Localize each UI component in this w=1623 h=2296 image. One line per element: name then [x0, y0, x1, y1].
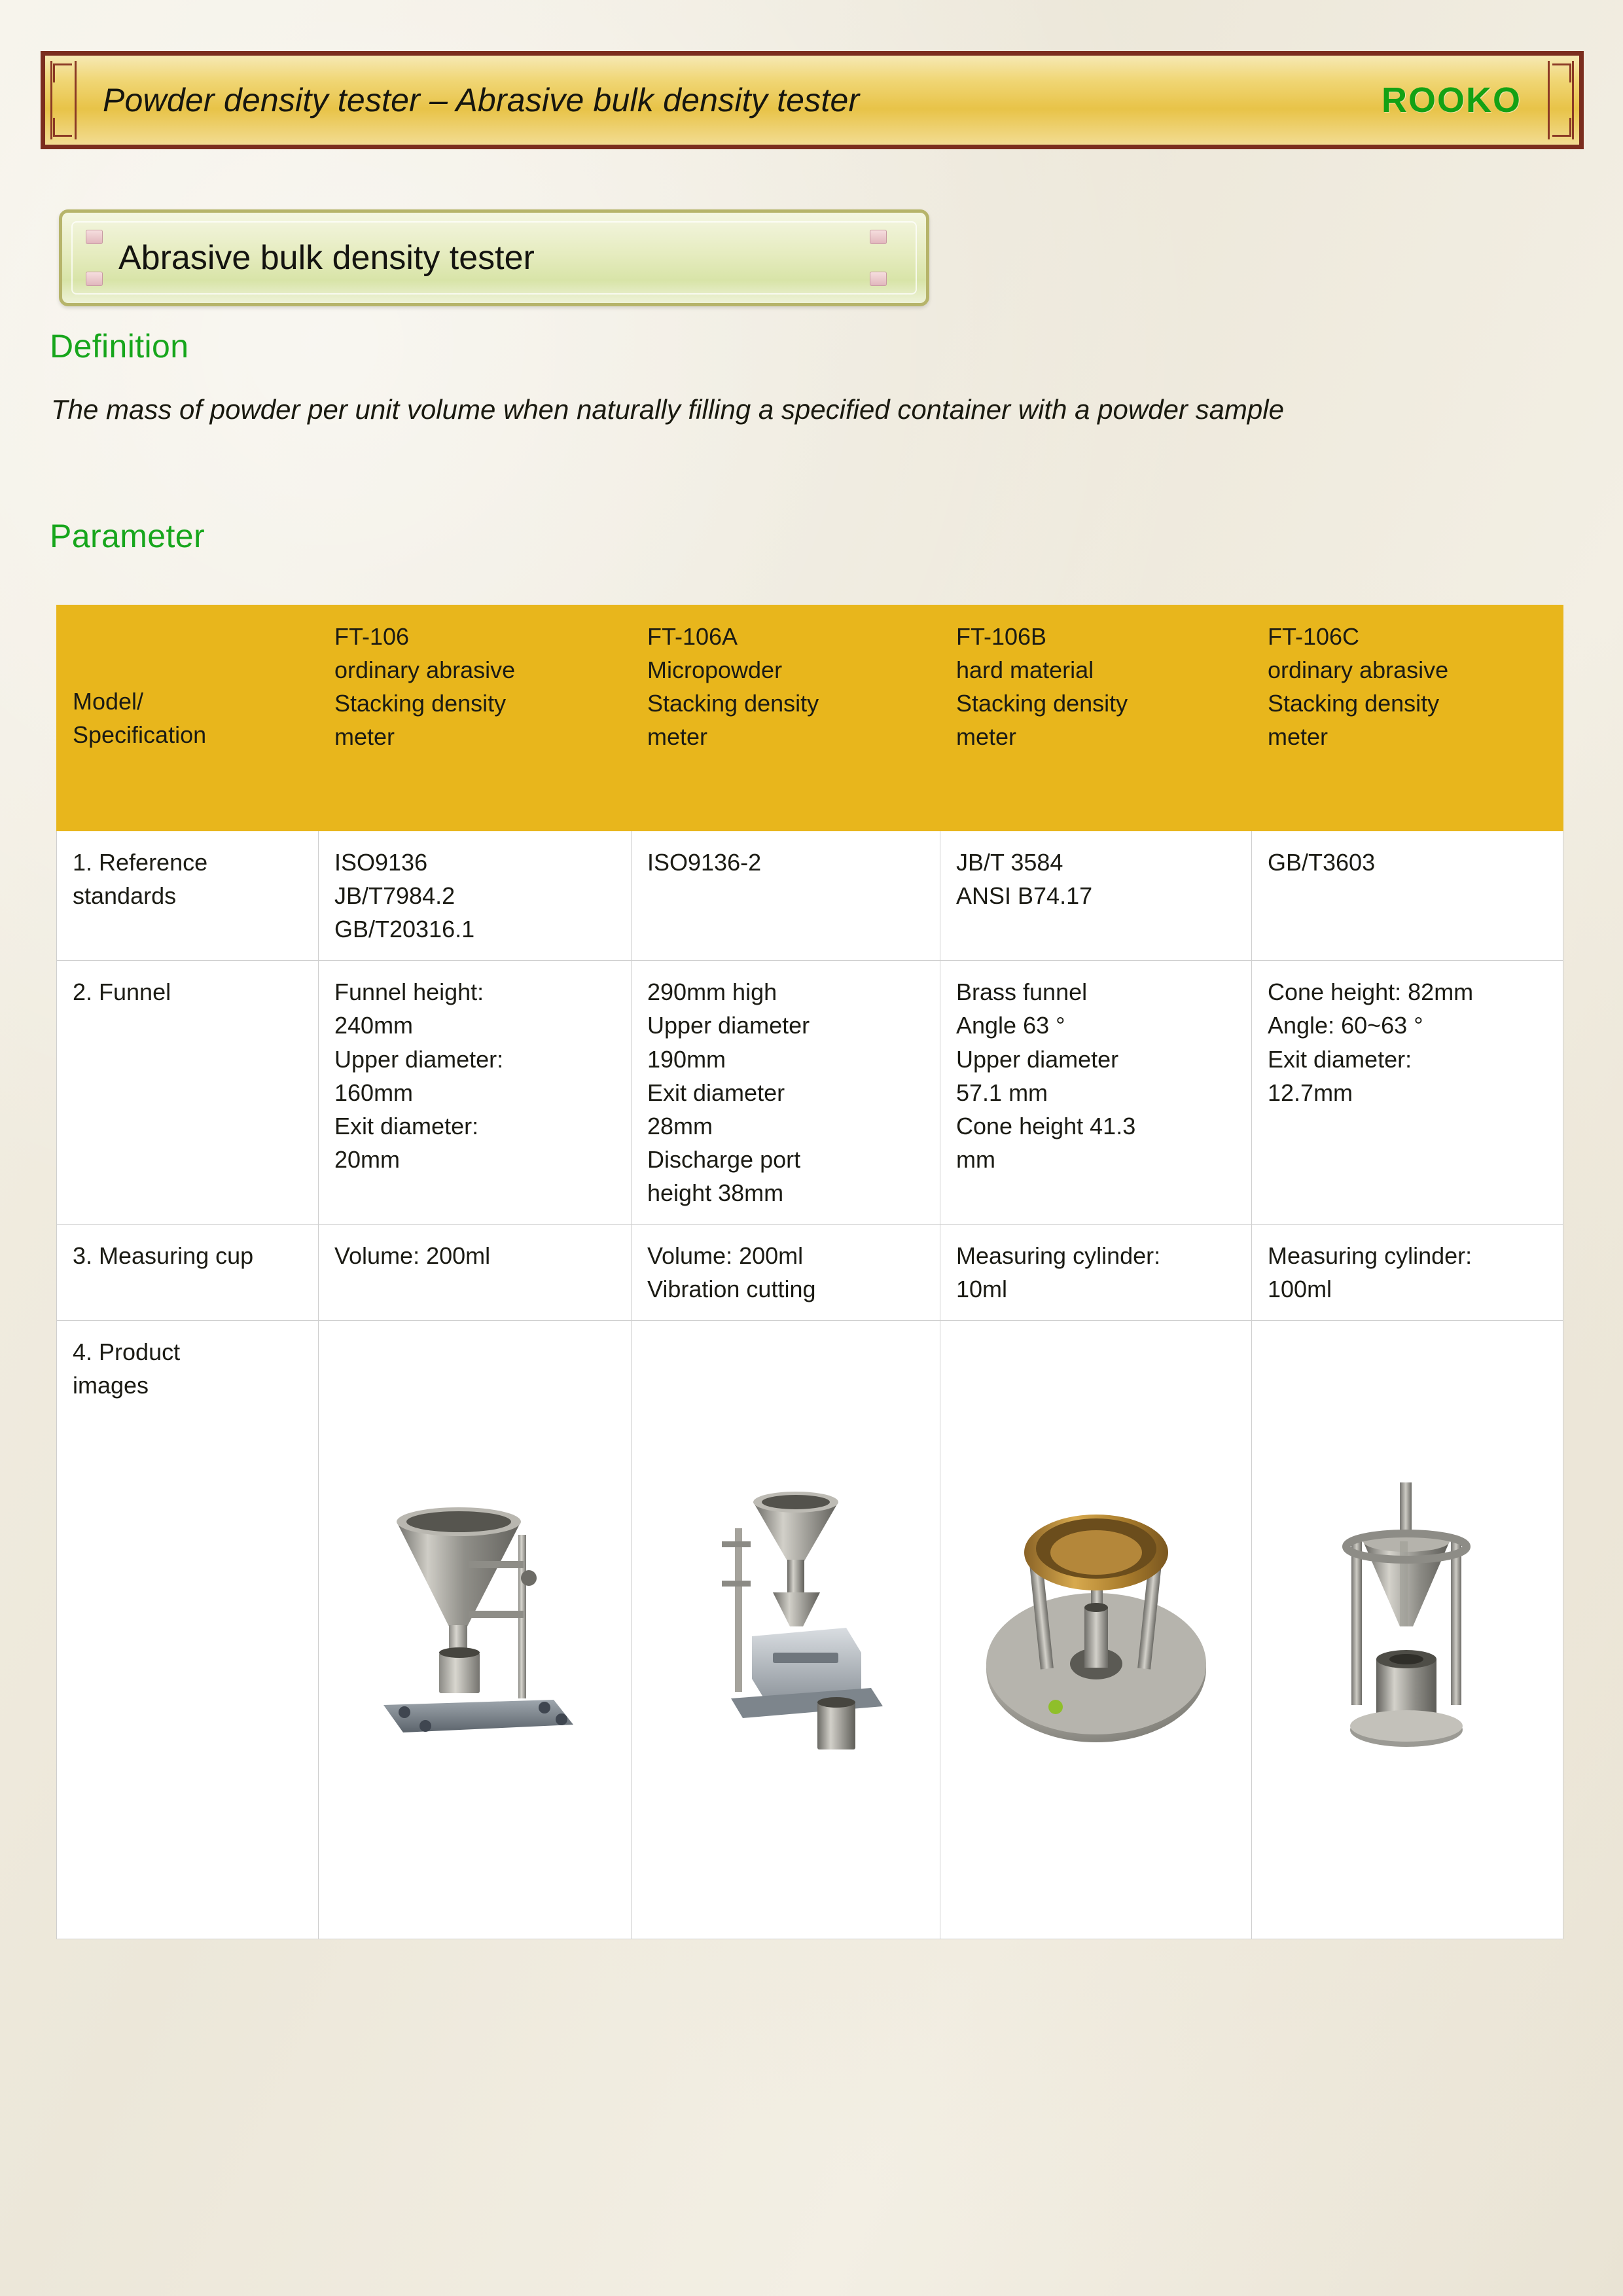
cell-ft106a-reference-standards	[632, 831, 940, 961]
cell-line: 100ml	[1268, 1276, 1332, 1303]
parameter-table-wrapper	[56, 605, 1563, 1939]
cell-line: Measuring cylinder:	[956, 1242, 1161, 1270]
cell-line: 12.7mm	[1268, 1079, 1353, 1106]
table-header-col-ft106c	[1252, 605, 1563, 831]
page-header-banner	[41, 51, 1584, 149]
page-title: Powder density tester – Abrasive bulk density tester	[103, 82, 860, 118]
cell-ft106-product-image	[319, 1321, 632, 1939]
cell-ft106a-measuring-cup	[632, 1225, 940, 1321]
row-label-line-1: 1. Reference	[73, 849, 208, 876]
cell-line: GB/T3603	[1268, 849, 1376, 876]
cell-line: 160mm	[334, 1079, 414, 1106]
cell-ft106c-funnel	[1252, 961, 1563, 1225]
cell-line: ISO9136	[334, 849, 428, 876]
cell-ft106-measuring-cup	[319, 1225, 632, 1321]
row-label-product-images	[57, 1321, 319, 1939]
table-header-col-ft106a	[632, 605, 940, 831]
model-desc-line-2: Stacking density	[1268, 690, 1440, 717]
cell-line: Cone height 41.3	[956, 1112, 1136, 1139]
row-label-funnel	[57, 961, 319, 1225]
cell-line: Angle 63 °	[956, 1012, 1065, 1039]
cell-ft106b-product-image	[940, 1321, 1252, 1939]
row-label-line-2: images	[73, 1372, 149, 1399]
row-label-line-1: 3. Measuring cup	[73, 1242, 254, 1270]
cell-line: JB/T 3584	[956, 849, 1063, 876]
model-desc-line-3: meter	[334, 723, 395, 751]
model-name: FT-106C	[1268, 623, 1360, 650]
model-desc-line-2: Stacking density	[956, 690, 1128, 717]
cell-line: JB/T7984.2	[334, 882, 455, 910]
cell-line: Exit diameter:	[1268, 1045, 1412, 1073]
plaque-stud-icon	[870, 272, 887, 286]
definition-text: The mass of powder per unit volume when naturally filling a specified container with a powder sample	[51, 394, 1284, 425]
model-desc-line-1: Micropowder	[647, 656, 783, 684]
cell-ft106a-funnel	[632, 961, 940, 1225]
table-header-col-ft106	[319, 605, 632, 831]
cell-line: Brass funnel	[956, 978, 1088, 1006]
banner-corner-top-right-icon	[1552, 63, 1571, 82]
cell-line: Volume: 200ml	[647, 1242, 804, 1270]
cell-line: Upper diameter	[647, 1012, 810, 1039]
section-plaque	[59, 209, 929, 306]
cell-line: 20mm	[334, 1145, 401, 1173]
cell-ft106c-reference-standards	[1252, 831, 1563, 961]
row-label-reference-standards	[57, 831, 319, 961]
plaque-stud-icon	[870, 230, 887, 244]
model-desc-line-2: Stacking density	[647, 690, 819, 717]
cell-line: Measuring cylinder:	[1268, 1242, 1472, 1270]
cell-ft106-reference-standards	[319, 831, 632, 961]
table-header-model-spec	[57, 605, 319, 831]
cell-line: 10ml	[956, 1276, 1008, 1303]
cell-line: ANSI B74.17	[956, 882, 1093, 910]
plaque-stud-icon	[86, 230, 103, 244]
cell-line: Exit diameter	[647, 1079, 785, 1106]
cell-line: 240mm	[334, 1012, 414, 1039]
cell-line: 190mm	[647, 1045, 726, 1073]
banner-corner-top-left-icon	[53, 63, 72, 82]
banner-corner-bottom-right-icon	[1552, 118, 1571, 137]
model-desc-line-1: ordinary abrasive	[1268, 656, 1449, 684]
table-header-col-ft106b	[940, 605, 1252, 831]
cell-ft106b-reference-standards	[940, 831, 1252, 961]
model-name: FT-106	[334, 623, 410, 650]
table-row	[57, 1225, 1563, 1321]
table-row	[57, 1321, 1563, 1939]
cell-line: Volume: 200ml	[334, 1242, 491, 1270]
vibration-funnel-photo	[647, 1335, 924, 1898]
cell-ft106b-funnel	[940, 961, 1252, 1225]
model-desc-line-1: ordinary abrasive	[334, 656, 516, 684]
specification-table	[56, 605, 1563, 1939]
cell-line: 290mm high	[647, 978, 777, 1006]
funnel-stand-photo	[334, 1335, 615, 1898]
cell-line: 28mm	[647, 1112, 713, 1139]
row-label-measuring-cup	[57, 1225, 319, 1321]
cell-line: GB/T20316.1	[334, 916, 475, 943]
cell-line: Upper diameter	[956, 1045, 1119, 1073]
cell-ft106-funnel	[319, 961, 632, 1225]
cell-ft106a-product-image	[632, 1321, 940, 1939]
row-label-line-2: standards	[73, 882, 177, 910]
cell-ft106c-measuring-cup	[1252, 1225, 1563, 1321]
table-row	[57, 961, 1563, 1225]
model-desc-line-3: meter	[1268, 723, 1329, 751]
brass-funnel-photo	[956, 1335, 1236, 1898]
row-label-line-1: 2. Funnel	[73, 978, 171, 1006]
model-desc-line-1: hard material	[956, 656, 1094, 684]
banner-corner-bottom-left-icon	[53, 118, 72, 137]
cell-line: Upper diameter:	[334, 1045, 504, 1073]
section-title: Abrasive bulk density tester	[118, 239, 535, 277]
row-label-line-1: 4. Product	[73, 1338, 181, 1366]
cell-line: Cone height: 82mm	[1268, 978, 1474, 1006]
parameter-heading: Parameter	[50, 518, 205, 554]
table-row	[57, 831, 1563, 961]
model-label-line-2: Specification	[73, 721, 207, 748]
table-header-row	[57, 605, 1563, 831]
model-desc-line-2: Stacking density	[334, 690, 507, 717]
model-desc-line-3: meter	[647, 723, 708, 751]
cell-ft106b-measuring-cup	[940, 1225, 1252, 1321]
cell-line: mm	[956, 1145, 995, 1173]
model-name: FT-106A	[647, 623, 738, 650]
cell-line: Angle: 60~63 °	[1268, 1012, 1423, 1039]
cell-line: Discharge port	[647, 1145, 801, 1173]
cell-line: Exit diameter:	[334, 1112, 479, 1139]
model-label-line-1: Model/	[73, 687, 144, 715]
cell-line: Vibration cutting	[647, 1276, 816, 1303]
model-desc-line-3: meter	[956, 723, 1017, 751]
cell-ft106c-product-image	[1252, 1321, 1563, 1939]
cell-line: 57.1 mm	[956, 1079, 1048, 1106]
cone-funnel-photo	[1268, 1335, 1547, 1898]
brand-logo: ROOKO	[1381, 81, 1522, 120]
cell-line: Funnel height:	[334, 978, 484, 1006]
plaque-stud-icon	[86, 272, 103, 286]
cell-line: height 38mm	[647, 1179, 784, 1206]
model-name: FT-106B	[956, 623, 1047, 650]
cell-line: ISO9136-2	[647, 849, 762, 876]
definition-heading: Definition	[50, 328, 189, 365]
